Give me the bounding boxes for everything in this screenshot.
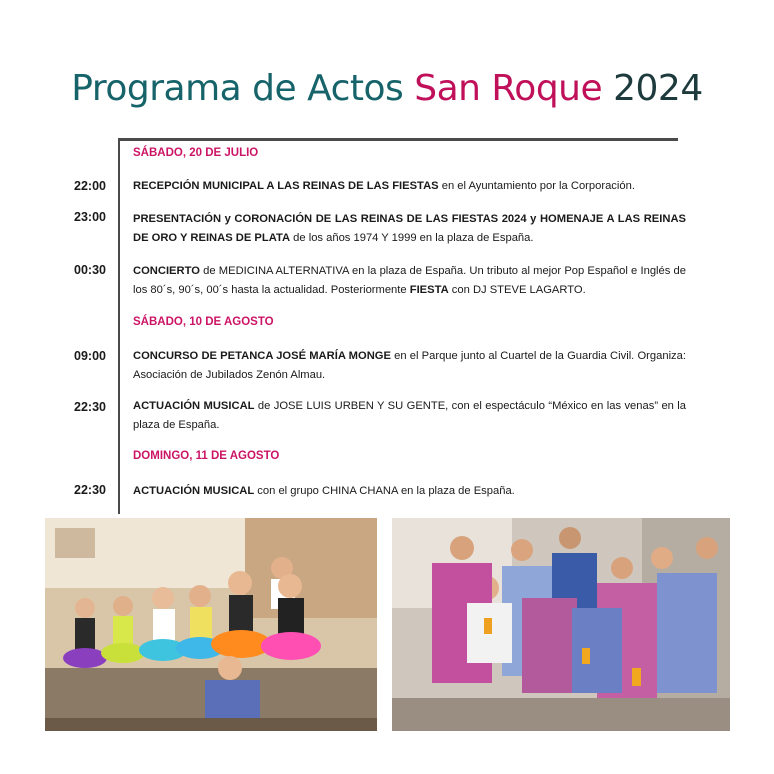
day-heading-1: SÁBADO, 20 DE JULIO: [133, 147, 259, 159]
event-3-title: CONCIERTO: [133, 265, 200, 277]
event-5-text: de JOSE LUIS URBEN Y SU GENTE, con el espectáculo “México en las venas” en la plaza de España.: [133, 400, 686, 431]
event-4-desc: [133, 347, 686, 385]
event-4-time: 09:00: [74, 349, 106, 363]
event-5-desc: [133, 397, 686, 435]
event-4-title: CONCURSO DE PETANCA JOSÉ MARÍA MONGE: [133, 350, 391, 362]
event-5-time: 22:30: [74, 400, 106, 414]
timeline-rule: [118, 140, 120, 514]
day-heading-2: SÁBADO, 10 DE AGOSTO: [133, 316, 274, 328]
event-6-text: con el grupo CHINA CHANA en la plaza de España.: [254, 485, 515, 497]
photo-shirt-group: [392, 518, 730, 731]
photo-tutu-party: [45, 518, 377, 731]
title-part-1: Programa de Actos: [71, 68, 415, 109]
event-3-text-2: con DJ STEVE LAGARTO.: [448, 284, 586, 296]
event-2-desc: [133, 210, 686, 248]
event-1-title: RECEPCIÓN MUNICIPAL A LAS REINAS DE LAS FIESTAS: [133, 180, 439, 192]
event-3-desc: [133, 262, 686, 300]
title-part-3: 2024: [602, 68, 703, 109]
event-1-desc: [133, 177, 686, 196]
event-3-time: 00:30: [74, 263, 106, 277]
event-1-text: en el Ayuntamiento por la Corporación.: [438, 180, 635, 192]
event-3-text: de MEDICINA ALTERNATIVA en la plaza de España. Un tributo al mejor Pop Español e Inglés de los 80´s, 90´s, 00´s hasta la actualidad. Posteriormente: [133, 265, 686, 296]
event-6-desc: [133, 482, 686, 501]
event-5-title: ACTUACIÓN MUSICAL: [133, 400, 255, 412]
event-1-time: 22:00: [74, 179, 106, 193]
title-part-2: San Roque: [414, 68, 603, 109]
event-6-time: 22:30: [74, 483, 106, 497]
event-6-title: ACTUACIÓN MUSICAL: [133, 485, 255, 497]
page-title: [0, 68, 774, 109]
top-rule: [118, 138, 678, 141]
event-2-time: 23:00: [74, 210, 106, 224]
event-3-title-2: FIESTA: [409, 284, 449, 296]
day-heading-3: DOMINGO, 11 DE AGOSTO: [133, 450, 280, 462]
event-2-title: PRESENTACIÓN y CORONACIÓN DE LAS REINAS DE LAS FIESTAS 2024 y HOMENAJE A LAS REINAS DE ORO Y REINAS DE PLATA: [133, 213, 686, 244]
event-2-text: de los años 1974 Y 1999 en la plaza de España.: [290, 232, 534, 244]
event-4-text: en el Parque junto al Cuartel de la Guardia Civil. Organiza: Asociación de Jubilados Zenón Almau.: [133, 350, 686, 381]
